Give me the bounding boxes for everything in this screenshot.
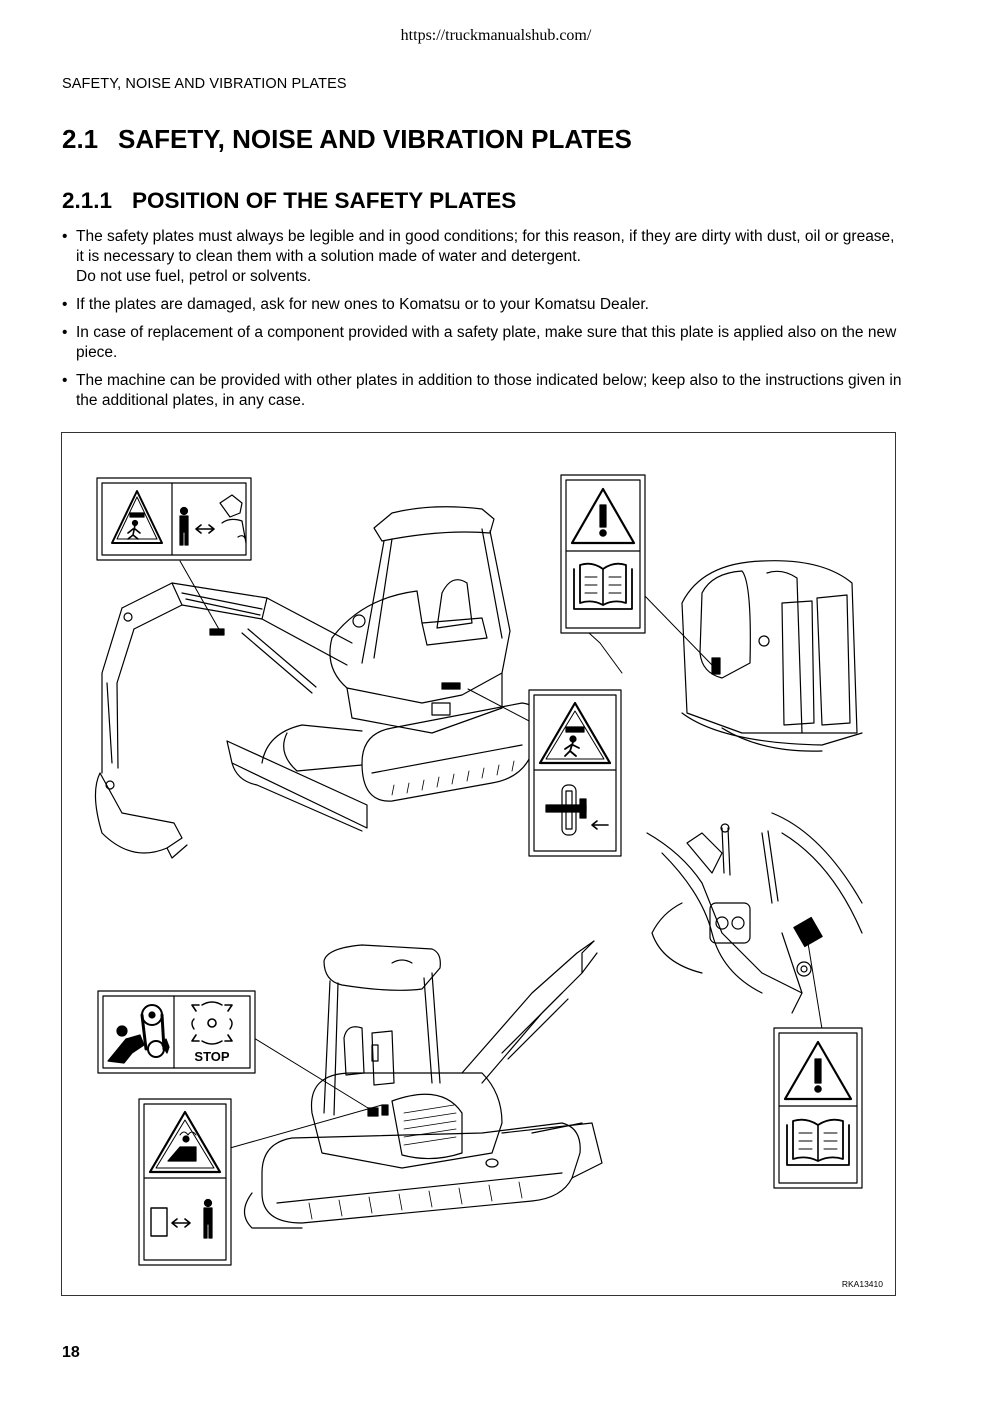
list-item <box>62 295 902 315</box>
plate-hazard-distance-bottom <box>139 1099 231 1265</box>
page-number: 18 <box>62 1344 80 1361</box>
source-url: https://truckmanualshub.com/ <box>400 27 592 44</box>
bullet-icon: • <box>62 372 68 389</box>
subsection-heading <box>62 188 516 214</box>
list-item-text: The machine can be provided with other plates in addition to those indicated below; keep also to the instructions given in the additional plates, in any case. <box>76 372 902 409</box>
list-item-extra: Do not use fuel, petrol or solvents. <box>76 268 312 285</box>
plate-read-manual-top <box>561 475 645 633</box>
safety-plates-figure <box>61 432 896 1296</box>
plate-read-manual-bottom <box>774 1028 862 1188</box>
list-item <box>62 227 902 287</box>
list-item <box>62 371 902 411</box>
figure-code: RKA13410 <box>841 1279 883 1289</box>
section-number: 2.1 <box>62 124 99 154</box>
bullet-icon: • <box>62 324 68 341</box>
instruction-list <box>62 227 902 419</box>
subsection-number: 2.1.1 <box>62 188 113 213</box>
subsection-title: POSITION OF THE SAFETY PLATES <box>132 188 517 213</box>
excavator-bottom-drawing <box>245 941 603 1228</box>
bullet-icon: • <box>62 296 68 313</box>
running-head: SAFETY, NOISE AND VIBRATION PLATES <box>62 76 347 92</box>
section-title: SAFETY, NOISE AND VIBRATION PLATES <box>118 124 632 154</box>
cab-detail-drawing <box>682 561 862 751</box>
list-item-text: If the plates are damaged, ask for new ones to Komatsu or to your Komatsu Dealer. <box>76 296 649 313</box>
plate-crush-hazard-lock <box>529 690 621 856</box>
stop-label: STOP <box>194 1049 230 1064</box>
bullet-icon: • <box>62 228 68 245</box>
list-item <box>62 323 902 363</box>
control-lever-drawing <box>647 813 862 1013</box>
plate-crush-hazard-distance <box>97 478 251 560</box>
section-heading <box>62 124 632 155</box>
list-item-text: In case of replacement of a component provided with a safety plate, make sure that this plate is applied also on the new piece. <box>76 324 897 361</box>
plate-fan-belt-stop <box>98 991 255 1073</box>
list-item-text: The safety plates must always be legible and in good conditions; for this reason, if they are dirty with dust, oil or grease, it is necessary to clean them with a solution made of water and detergent. <box>76 228 895 265</box>
excavator-illustration <box>62 433 897 1297</box>
